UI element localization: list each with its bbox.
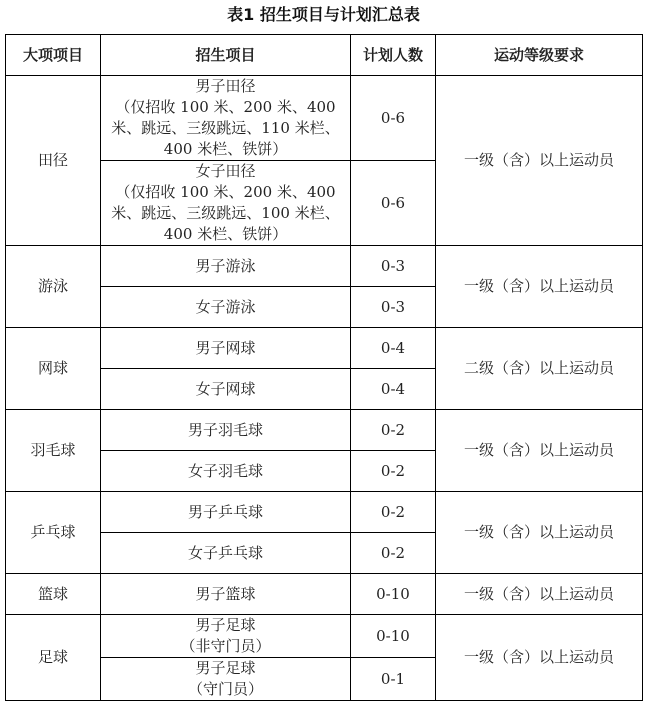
event-line: （非守门员） [180,637,271,655]
plan-count-cell: 0-2 [351,451,436,492]
table-row [6,574,643,615]
event-cell [101,161,351,246]
table-row [6,410,643,451]
event-line: 米、跳远、三级跳远、110 米栏、 [111,119,340,137]
category-cell: 乒乓球 [6,492,101,574]
event-line: 400 米栏、铁饼） [163,225,288,243]
header-level-requirement: 运动等级要求 [436,35,643,76]
event-line: 女子田径 [195,162,256,180]
event-cell [101,615,351,658]
plan-count-cell: 0-2 [351,492,436,533]
requirement-cell: 一级（含）以上运动员 [436,574,643,615]
event-line: （仅招收 100 米、200 米、400 [115,98,336,116]
table-row [6,328,643,369]
event-cell: 女子乒乓球 [101,533,351,574]
category-cell: 足球 [6,615,101,701]
table-row [6,492,643,533]
event-line: 男子田径 [195,77,256,95]
plan-count-cell: 0-3 [351,287,436,328]
event-cell: 男子游泳 [101,246,351,287]
plan-count-cell: 0-2 [351,533,436,574]
event-line: （仅招收 100 米、200 米、400 [115,183,336,201]
event-cell [101,658,351,701]
plan-count-cell: 0-10 [351,615,436,658]
table-header-row [6,35,643,76]
event-line: 男子足球 [195,659,256,677]
plan-count-cell: 0-4 [351,369,436,410]
event-line: 男子足球 [195,616,256,634]
plan-count-cell: 0-10 [351,574,436,615]
category-cell: 田径 [6,76,101,246]
plan-count-cell: 0-3 [351,246,436,287]
plan-count-cell: 0-6 [351,161,436,246]
table-title: 表1 招生项目与计划汇总表 [227,5,420,24]
event-cell: 女子羽毛球 [101,451,351,492]
category-cell: 羽毛球 [6,410,101,492]
requirement-cell: 一级（含）以上运动员 [436,410,643,492]
table-row [6,76,643,161]
requirement-cell: 二级（含）以上运动员 [436,328,643,410]
plan-count-cell: 0-1 [351,658,436,701]
header-plan-count: 计划人数 [351,35,436,76]
requirement-cell: 一级（含）以上运动员 [436,246,643,328]
category-cell: 篮球 [6,574,101,615]
event-cell: 女子游泳 [101,287,351,328]
event-cell: 女子网球 [101,369,351,410]
requirement-cell: 一级（含）以上运动员 [436,615,643,701]
header-event: 招生项目 [101,35,351,76]
category-cell: 游泳 [6,246,101,328]
requirement-cell: 一级（含）以上运动员 [436,76,643,246]
category-cell: 网球 [6,328,101,410]
table-row [6,615,643,658]
plan-count-cell: 0-2 [351,410,436,451]
plan-count-cell: 0-6 [351,76,436,161]
plan-count-cell: 0-4 [351,328,436,369]
event-cell: 男子网球 [101,328,351,369]
event-line: 400 米栏、铁饼） [163,140,288,158]
event-line: （守门员） [187,680,263,698]
event-cell: 男子羽毛球 [101,410,351,451]
event-line: 米、跳远、三级跳远、100 米栏、 [111,204,340,222]
event-cell: 男子乒乓球 [101,492,351,533]
event-cell [101,76,351,161]
enrollment-plan-table [5,34,643,701]
requirement-cell: 一级（含）以上运动员 [436,492,643,574]
header-category: 大项项目 [6,35,101,76]
event-cell: 男子篮球 [101,574,351,615]
table-row [6,246,643,287]
